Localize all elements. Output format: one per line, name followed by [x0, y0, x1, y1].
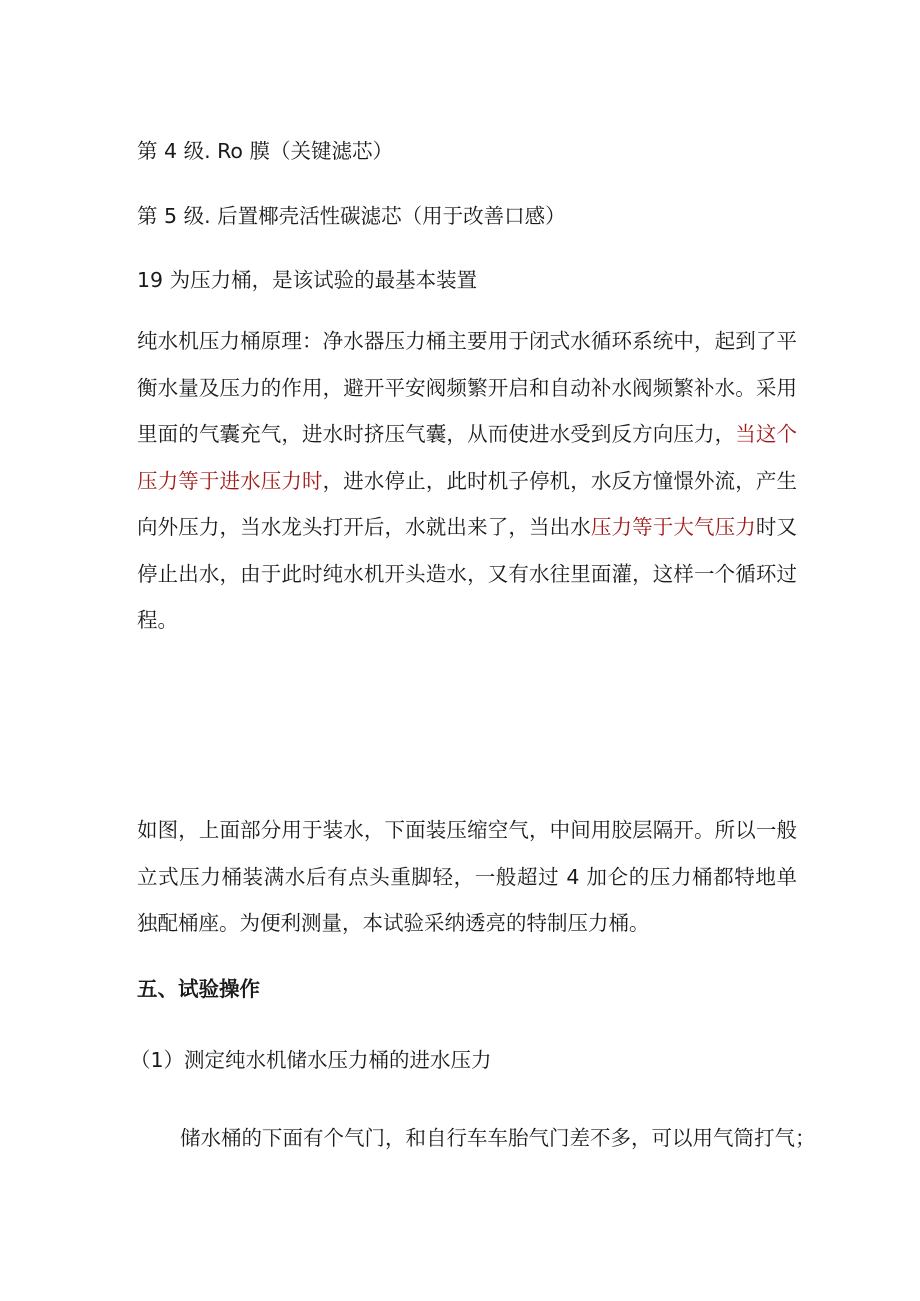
figure-note-paragraph: 如图，上面部分用于装水，下面装压缩空气，中间用胶层隔开。所以一般立式压力桶装满水后有点头重脚轻，一般超过 4 加仑的压力桶都特地单独配桶座。为便利测量，本试验采纳透亮的特制压力桶。 — [137, 818, 797, 935]
principle-highlight-1: 当这个压力等于进水压力时 — [137, 422, 798, 493]
stage5-line: 第 5 级. 后置椰壳活性碳滤芯（用于改善口感） — [137, 204, 566, 228]
principle-text-3: 时又停止出水，由于此时纯水机开头造水，又有水往里面灌，这样一个循环过程。 — [137, 515, 798, 632]
section-paragraph: 储水桶的下面有个气门，和自行车车胎气门差不多，可以用气筒打气； — [180, 1126, 816, 1150]
principle-text-2: ，进水停止，此时机子停机，水反方憧憬外流，产生向外压力，当水龙头打开后，水就出来了，当出水 — [137, 468, 798, 539]
section-heading: 五、试验操作 — [137, 977, 260, 1001]
item19-line: 19 为压力桶，是该试验的最基本装置 — [137, 268, 478, 292]
section-subheading: （1）测定纯水机储水压力桶的进水压力 — [130, 1048, 492, 1072]
principle-text-1: 纯水机压力桶原理：净水器压力桶主要用于闭式水循环系统中，起到了平衡水量及压力的作用，避开平安阀频繁开启和自动补水阀频繁补水。采用里面的气囊充气，进水时挤压气囊，从而使进水受到反方向压力， — [137, 329, 797, 446]
stage4-line: 第 4 级. Ro 膜（关键滤芯） — [137, 139, 393, 163]
principle-highlight-2: 压力等于大气压力 — [590, 515, 756, 539]
principle-paragraph — [137, 318, 797, 644]
